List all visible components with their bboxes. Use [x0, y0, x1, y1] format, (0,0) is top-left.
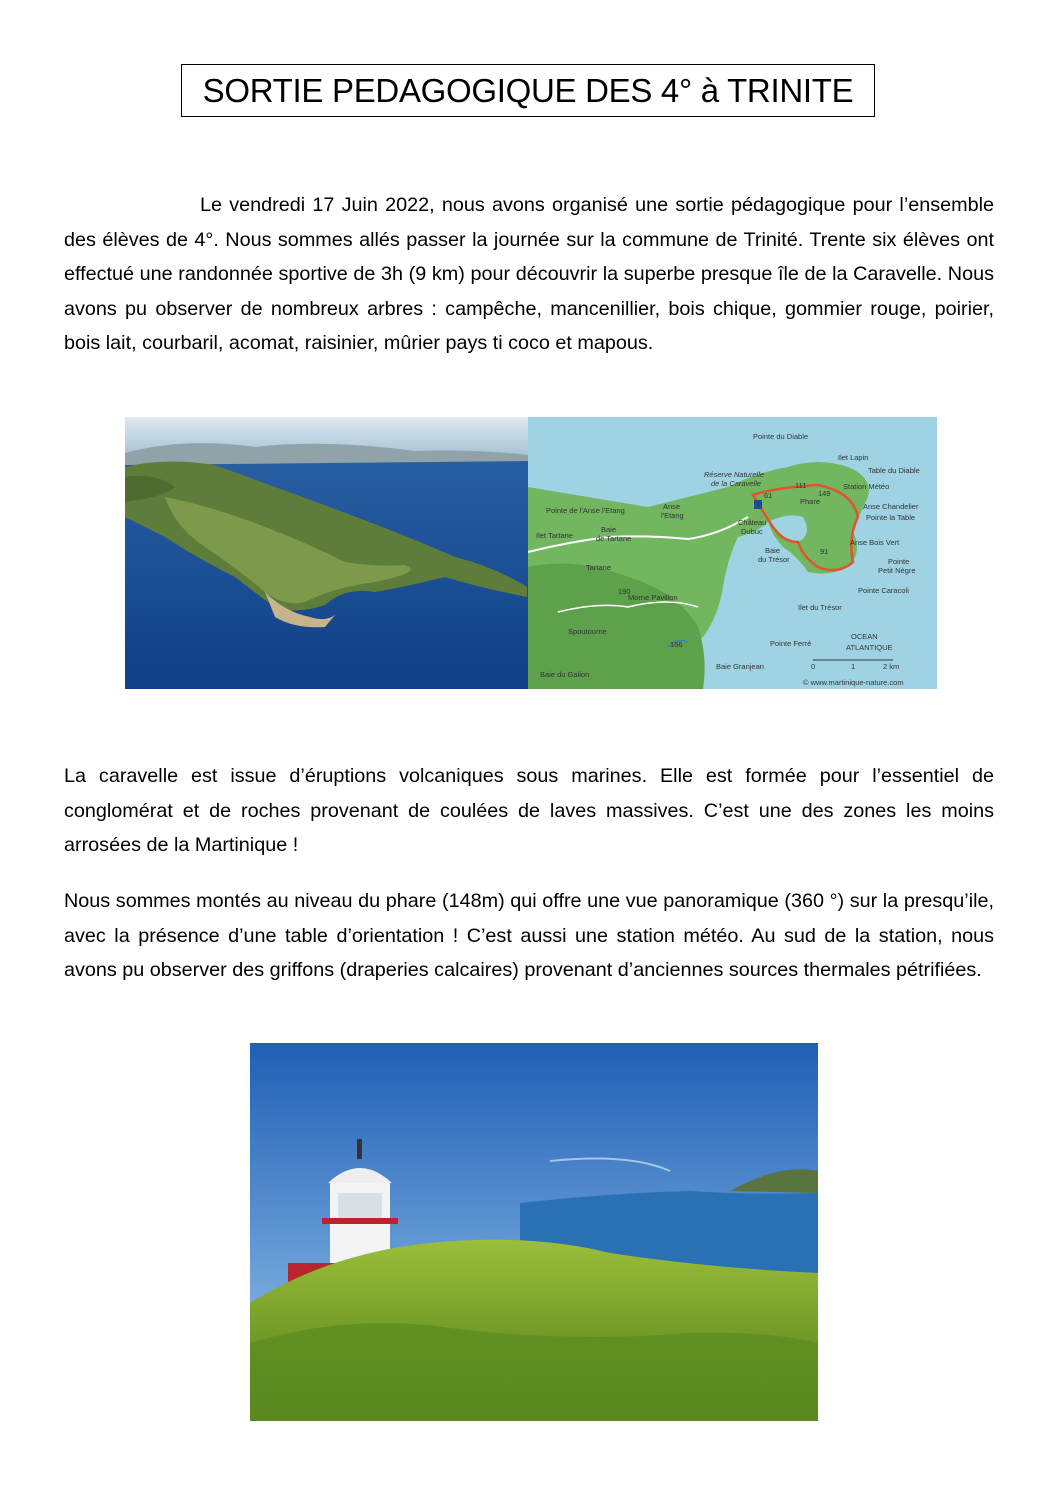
- map-label: Ilet Lapin: [838, 453, 869, 462]
- map-label: Baie du Galion: [540, 670, 590, 679]
- map-label: l'Etang: [661, 511, 684, 520]
- map-label: Tartane: [586, 563, 612, 572]
- map-label: Pointe du Diable: [753, 432, 809, 441]
- map-label: Phare: [800, 497, 821, 506]
- map-label: Anse Chandelier: [863, 502, 919, 511]
- map-label: Anse Bois Vert: [850, 538, 900, 547]
- map-label: Table du Diable: [868, 466, 920, 475]
- map-label: 91: [820, 547, 829, 556]
- map-label: de Tartane: [596, 534, 632, 543]
- map-label: 111: [795, 481, 807, 490]
- map-label: Réserve Naturelle: [704, 470, 765, 479]
- map-label: Anse: [663, 502, 681, 511]
- map-label: Baie Granjean: [716, 662, 764, 671]
- map-label: Petit Nègre: [878, 566, 916, 575]
- map-label: Baie: [601, 525, 617, 534]
- map-label: Ilet du Trésor: [798, 603, 842, 612]
- map-label: Pointe la Table: [866, 513, 916, 522]
- map-label: 1: [851, 662, 856, 671]
- map-label: ATLANTIQUE: [846, 643, 893, 652]
- caravelle-map: [528, 417, 937, 689]
- map-label: OCEAN: [851, 632, 878, 641]
- map-label: Ilet Tartane: [536, 531, 573, 540]
- geology-paragraph: La caravelle est issue d’éruptions volcaniques sous marines. Elle est formée pour l’essentiel de conglomérat et de roches provenant de coulées de laves massives. C’est une des zones les moins arrosées de la Martinique !: [64, 765, 994, 856]
- map-label: Pointe Caracoli: [858, 586, 909, 595]
- map-credit: © www.martinique-nature.com: [803, 678, 904, 687]
- lighthouse-paragraph: Nous sommes montés au niveau du phare (148m) qui offre une vue panoramique (360 °) sur la presqu’ile, avec la présence d’une table d’orientation ! C’est aussi une station météo. Au sud de la station, nous avons pu observer des griffons (draperies calcaires) provenant d’anciennes sources thermales pétrifiées.: [64, 890, 994, 981]
- map-label: Station Météo: [843, 482, 890, 491]
- parking-label: P: [757, 500, 763, 510]
- map-label: Pointe de l'Anse l'Etang: [546, 506, 625, 515]
- map-label: 61: [764, 491, 773, 500]
- map-label: Pointe: [888, 557, 910, 566]
- aerial-photo: [125, 417, 528, 689]
- map-label: 149: [818, 489, 831, 498]
- page-title: SORTIE PEDAGOGIQUE DES 4° à TRINITE: [181, 64, 875, 117]
- map-label: Baie: [765, 546, 781, 555]
- map-label: 0: [811, 662, 816, 671]
- map-label: Morne Pavillon: [628, 593, 678, 602]
- intro-paragraph: Le vendredi 17 Juin 2022, nous avons organisé une sortie pédagogique pour l’ensemble des élèves de 4°. Nous sommes allés passer la journée sur la commune de Trinité. Trente six élèves ont effectué une randonnée sportive de 3h (9 km) pour découvrir la superbe presque île de la Caravelle. Nous avons pu observer de nombreux arbres : campêche, mancenillier, bois chique, gommier rouge, poirier, bois lait, courbaril, acomat, raisinier, mûrier pays ti coco et mapous.: [64, 194, 994, 354]
- map-label: 2 km: [883, 662, 900, 671]
- lighthouse-photo: [250, 1043, 818, 1421]
- map-label: Château: [738, 518, 767, 527]
- map-label: de la Caravelle: [711, 479, 762, 488]
- map-label: du Trésor: [758, 555, 790, 564]
- map-label: 166: [670, 640, 683, 649]
- map-label: Dubuc: [741, 527, 763, 536]
- map-label: Spoutourne: [568, 627, 607, 636]
- map-label: 190: [618, 587, 631, 596]
- map-label: Pointe Ferré: [770, 639, 812, 648]
